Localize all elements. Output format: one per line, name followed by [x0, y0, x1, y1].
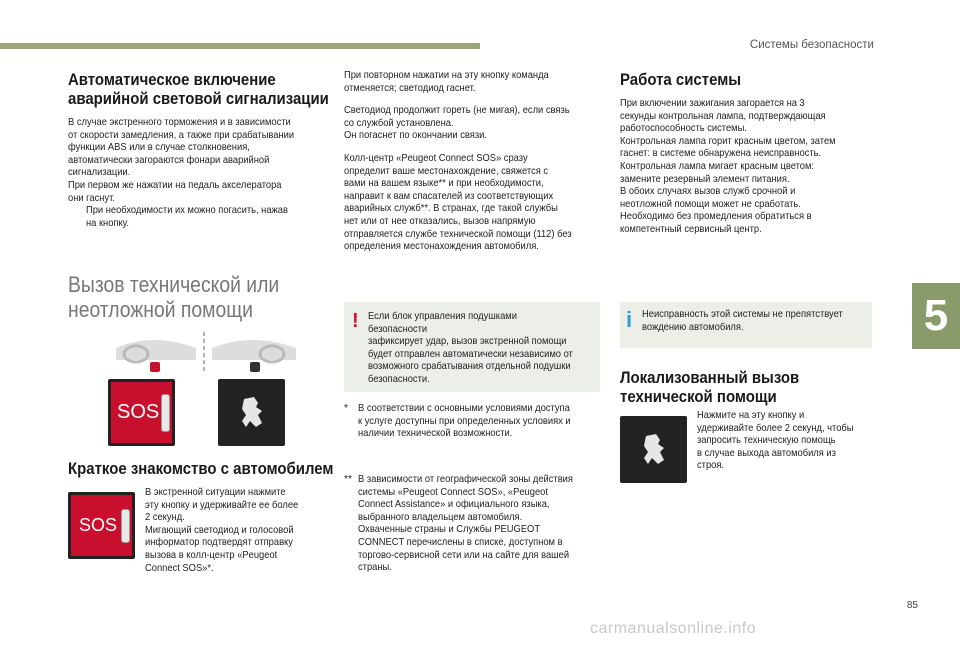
auto-alarm-text: В случае экстренного торможения и в зависимости от скорости замедления, а также при срабатывании функции ABS или в случае столкновения, автоматически загораются фонари аварийной сигнализации. При первом же нажатии на педаль акселератора они гаснут.	[68, 117, 295, 204]
auto-alarm-bullet-text: При необходимости их можно погасить, нажав на кнопку.	[86, 205, 288, 229]
emergency-heading	[68, 272, 326, 322]
top-accent-bar	[0, 43, 480, 49]
sos-label-small: SOS	[79, 515, 118, 535]
sos-label: SOS	[117, 401, 160, 423]
vehicle-title: Краткое знакомство с автомобилем	[68, 459, 334, 478]
watermark: carmanualsonline.info	[590, 620, 757, 637]
footnote-1	[344, 403, 602, 441]
column-3	[620, 70, 878, 237]
auto-alarm-title: Автоматическое включение	[68, 70, 276, 89]
info-box	[620, 302, 872, 348]
emergency-title: Вызов технической или	[68, 272, 280, 297]
page-number: 85	[906, 600, 918, 611]
peugeot-lion-icon-small	[634, 430, 674, 470]
sos-led-small	[121, 509, 130, 543]
peugeot-lion-icon	[232, 393, 272, 433]
emergency-title-line2: неотложной помощи	[68, 297, 253, 322]
cancel-text: При повторном нажатии на эту кнопку команда отменяется; светодиод гаснет.	[344, 70, 549, 94]
footnote-1-text: В соответствии с основными условиями доступа к услуге доступны при определенных условиях и наличии технической возможности.	[358, 403, 571, 440]
chapter-tab: 5	[912, 283, 960, 349]
system-title: Работа системы	[620, 70, 742, 89]
vehicle-text-block	[145, 487, 330, 575]
sos-button-large[interactable]	[108, 379, 175, 446]
local-call-text: Нажмите на эту кнопку и удерживайте более 2 секунд, чтобы запросить техническую помощь в случае выхода автомобиля из строя.	[697, 410, 854, 472]
system-text: При включении зажигания загорается на 3 секунды контрольная лампа, подтверждающая работоспособность системы. Контрольная лампа горит красным цветом, затем гаснет: в системе обнаружена неисправность. Контрольная лампа мигает красным цветом: замените резервный элемент питания. В обоих случаях вызов служб срочной и неотложной помощи может не сработать. Необходимо без промедления обратиться в компетентный сервисный центр.	[620, 98, 836, 235]
local-call-title-line2: технической помощи	[620, 387, 777, 406]
local-call-title: Локализованный вызов	[620, 368, 800, 387]
footnote-2-text: В зависимости от географической зоны действия системы «Peugeot Connect SOS», «Peugeot Connect Assistance» и официального языка, выбранного владельцем автомобиля. Охваченные страны и Службы PEUGEOT CONNECT перечислены в списке, доступном в торгово-сервисной сети или на сайте для вашей страны.	[358, 474, 573, 574]
callcenter-text: Колл-центр «Peugeot Connect SOS» сразу определит ваше местонахождение, свяжется с вами на вашем языке** и при необходимости, направит к вам спасателей из соответствующих аварийных служб**. В странах, где такой службы нет или от нее отказались, вызов напрямую отправляется службе технической помощи (112) без определения местонахождения автомобиля.	[344, 152, 572, 253]
sos-button-small[interactable]	[68, 492, 135, 559]
warning-text: Если блок управления подушками безопасности зафиксирует удар, вызов экстренной помощи будет отправлен автоматически независимо от возможного срабатывания отдельной подушки безопасности.	[368, 311, 573, 385]
local-call-section	[620, 368, 878, 406]
vehicle-text: В экстренной ситуации нажмите эту кнопку и удерживайте ее более 2 секунд. Мигающий светодиод и голосовой информатор подтвердят отправку вызова в колл-центр «Peugeot Connect SOS»*.	[145, 487, 299, 574]
sos-led	[161, 394, 170, 432]
info-icon: i	[626, 307, 633, 332]
warning-icon: !	[352, 310, 359, 332]
led-text: Светодиод продолжит гореть (не мигая), если связь со службой установлена. Он погаснет по окончании связи.	[344, 105, 570, 142]
auto-alarm-title-line2: аварийной световой сигнализации	[68, 89, 329, 108]
footnote-1-mark: *	[344, 403, 349, 414]
column-2	[344, 70, 602, 254]
footnote-2-mark: **	[344, 474, 353, 485]
section-header: Системы безопасности	[749, 39, 874, 51]
info-text: Неисправность этой системы не препятствует вождению автомобиля.	[642, 309, 843, 333]
vehicle-section	[68, 459, 334, 478]
column-1	[68, 70, 329, 230]
assistance-button-small[interactable]	[620, 416, 687, 483]
assistance-button-large[interactable]	[218, 379, 285, 446]
footnote-2	[344, 474, 602, 575]
auto-alarm-bullet	[68, 205, 326, 230]
local-call-text-block	[697, 410, 877, 473]
warning-box	[344, 302, 600, 392]
dashboard-illustration	[112, 330, 298, 374]
